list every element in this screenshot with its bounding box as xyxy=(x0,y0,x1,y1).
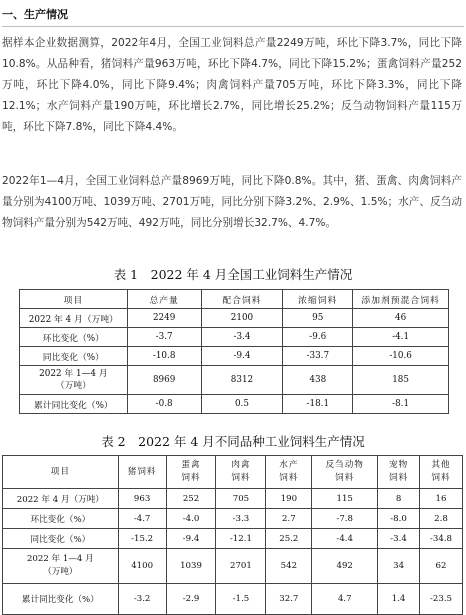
cell-value: -0.8 xyxy=(127,395,201,414)
col-header-aquatic-feed xyxy=(266,456,312,489)
col-header-broiler-feed xyxy=(216,456,266,489)
cell-value: -9.6 xyxy=(283,328,353,347)
cell-value: -8.1 xyxy=(353,395,449,414)
col-header-item xyxy=(3,456,119,489)
col-header-line2: 饲料 xyxy=(279,473,299,483)
cell-value: 115 xyxy=(312,489,378,509)
table1-caption: 表 1 2022 年 4 月全国工业饲料生产情况 xyxy=(113,267,353,282)
paragraph-april-production: 据样本企业数据测算，2022年4月，全国工业饲料总产量2249万吨，环比下降3.7%，同比下降10.8%。从品种看，猪饲料产量963万吨，环比下降4.7%，同比下降15.2%；蛋禽饲料产量252万吨，环比下降4.0%，同比下降9.4%；肉禽饲料产量705万吨，环比下降3.3%，同比下降12.1%；水产饲料产量190万吨，环比增长2.7%，同比增长25.2%；反刍动物饲料产量115万吨，环比下降7.8%，同比下降4.4%。 xyxy=(2,37,462,133)
cell-value: 0.5 xyxy=(201,395,283,414)
row-label: 2022 年 4 月（万吨） xyxy=(3,489,119,509)
cell-value: -23.5 xyxy=(420,584,463,615)
table1-national-feed-production xyxy=(19,289,449,414)
cell-value: -7.8 xyxy=(312,509,378,529)
cell-value: 963 xyxy=(118,489,166,509)
col-header-line2: 饲料 xyxy=(231,473,251,483)
col-header-line2: 饲料 xyxy=(388,473,409,483)
table-row xyxy=(3,509,463,529)
cell-value: -12.1 xyxy=(216,529,266,549)
cell-value: -2.9 xyxy=(166,584,216,615)
row-label: 同比变化（%） xyxy=(3,529,119,549)
cell-value: 2249 xyxy=(127,309,201,328)
col-header-line1: 蛋禽 xyxy=(181,460,201,470)
col-header-compound: 配合饲料 xyxy=(201,290,283,309)
cell-value: 4.7 xyxy=(312,584,378,615)
paragraph-jan-apr-production: 2022年1—4月，全国工业饲料总产量8969万吨，同比下降0.8%。其中，猪、蛋禽、肉禽饲料产量分别为4100万吨、1039万吨、2701万吨，同比分别下降3.2%、2.9%、1.5%；水产、反刍动物饲料产量分别为542万吨、492万吨，同比分别增长32.7%、4.7%。 xyxy=(2,175,462,229)
cell-value: -3.7 xyxy=(127,328,201,347)
cell-value: 252 xyxy=(166,489,216,509)
table-row xyxy=(20,328,449,347)
row-label: 2022 年 4 月（万吨） xyxy=(20,309,128,328)
cell-value: 16 xyxy=(420,489,463,509)
cell-value: -9.4 xyxy=(166,529,216,549)
cell-value: 2.7 xyxy=(266,509,312,529)
table-row xyxy=(3,549,463,584)
cell-value: 438 xyxy=(283,366,353,395)
col-header-premix: 添加剂预混合饲料 xyxy=(353,290,449,309)
col-header-total: 总产量 xyxy=(127,290,201,309)
table-header-row xyxy=(20,290,449,309)
cell-value: 32.7 xyxy=(266,584,312,615)
section-heading xyxy=(2,6,464,27)
col-header-layer-feed xyxy=(166,456,216,489)
row-label: 同比变化（%） xyxy=(20,347,128,366)
table-row xyxy=(3,529,463,549)
cell-value: 705 xyxy=(216,489,266,509)
cell-value: 46 xyxy=(353,309,449,328)
col-header-item: 项目 xyxy=(20,290,128,309)
table-row xyxy=(20,395,449,414)
col-header-line1: 水产 xyxy=(279,460,299,470)
table-row xyxy=(3,489,463,509)
cell-value: 8 xyxy=(378,489,420,509)
row-label: 累计同比变化（%） xyxy=(3,584,119,615)
cell-value: 8312 xyxy=(201,366,283,395)
row-label: 环比变化（%） xyxy=(20,328,128,347)
col-header-line2: 饲料 xyxy=(181,473,201,483)
table-row xyxy=(20,366,449,395)
row-label: 累计同比变化（%） xyxy=(20,395,128,414)
cell-value: 34 xyxy=(378,549,420,584)
cell-value: -3.4 xyxy=(378,529,420,549)
row-label-line1: 2022 年 1—4 月 xyxy=(26,554,94,564)
table-row xyxy=(3,584,463,615)
col-header-line2: 饲料 xyxy=(335,473,355,483)
cell-value: 1039 xyxy=(166,549,216,584)
table2-caption: 表 2 2022 年 4 月不同品种工业饲料生产情况 xyxy=(101,434,365,449)
table-row xyxy=(20,309,449,328)
col-header-line1: 反刍动物 xyxy=(325,460,364,470)
cell-value: 2701 xyxy=(216,549,266,584)
cell-value: -3.2 xyxy=(118,584,166,615)
cell-value: -18.1 xyxy=(283,395,353,414)
row-label xyxy=(20,366,128,395)
col-header-line1: 项目 xyxy=(50,466,70,477)
cell-value: -4.0 xyxy=(166,509,216,529)
col-header-ruminant-feed xyxy=(312,456,378,489)
row-label-line2: （万吨） xyxy=(43,567,78,577)
cell-value: 185 xyxy=(353,366,449,395)
col-header-line1: 猪饲料 xyxy=(127,466,157,477)
cell-value: 2.8 xyxy=(420,509,463,529)
cell-value: -10.8 xyxy=(127,347,201,366)
cell-value: -33.7 xyxy=(283,347,353,366)
cell-value: 25.2 xyxy=(266,529,312,549)
cell-value: 62 xyxy=(420,549,463,584)
cell-value: 190 xyxy=(266,489,312,509)
col-header-concentrate: 浓缩饲料 xyxy=(283,290,353,309)
col-header-line1: 宠物 xyxy=(388,460,409,470)
cell-value: 492 xyxy=(312,549,378,584)
col-header-other-feed xyxy=(420,456,463,489)
row-label: 环比变化（%） xyxy=(3,509,119,529)
col-header-line1: 肉禽 xyxy=(231,460,251,470)
cell-value: -1.5 xyxy=(216,584,266,615)
cell-value: -8.0 xyxy=(378,509,420,529)
table-row xyxy=(20,347,449,366)
row-label-line2: （万吨） xyxy=(55,381,91,391)
section-divider xyxy=(2,26,464,27)
col-header-line1: 其他 xyxy=(431,460,451,470)
col-header-pet-feed xyxy=(378,456,420,489)
cell-value: -3.3 xyxy=(216,509,266,529)
row-label xyxy=(3,549,119,584)
row-label-line1: 2022 年 1—4 月 xyxy=(39,369,108,379)
cell-value: 4100 xyxy=(118,549,166,584)
cell-value: 542 xyxy=(266,549,312,584)
section-title: 一、生产情况 xyxy=(2,8,68,21)
col-header-line2: 饲料 xyxy=(431,473,451,483)
cell-value: 95 xyxy=(283,309,353,328)
cell-value: 1.4 xyxy=(378,584,420,615)
col-header-pig-feed xyxy=(118,456,166,489)
table2-feed-by-variety xyxy=(2,455,463,615)
cell-value: -4.4 xyxy=(312,529,378,549)
cell-value: -3.4 xyxy=(201,328,283,347)
cell-value: -10.6 xyxy=(353,347,449,366)
cell-value: -34.8 xyxy=(420,529,463,549)
cell-value: -4.7 xyxy=(118,509,166,529)
cell-value: -9.4 xyxy=(201,347,283,366)
cell-value: 2100 xyxy=(201,309,283,328)
cell-value: -4.1 xyxy=(353,328,449,347)
table-header-row xyxy=(3,456,463,489)
cell-value: -15.2 xyxy=(118,529,166,549)
cell-value: 8969 xyxy=(127,366,201,395)
